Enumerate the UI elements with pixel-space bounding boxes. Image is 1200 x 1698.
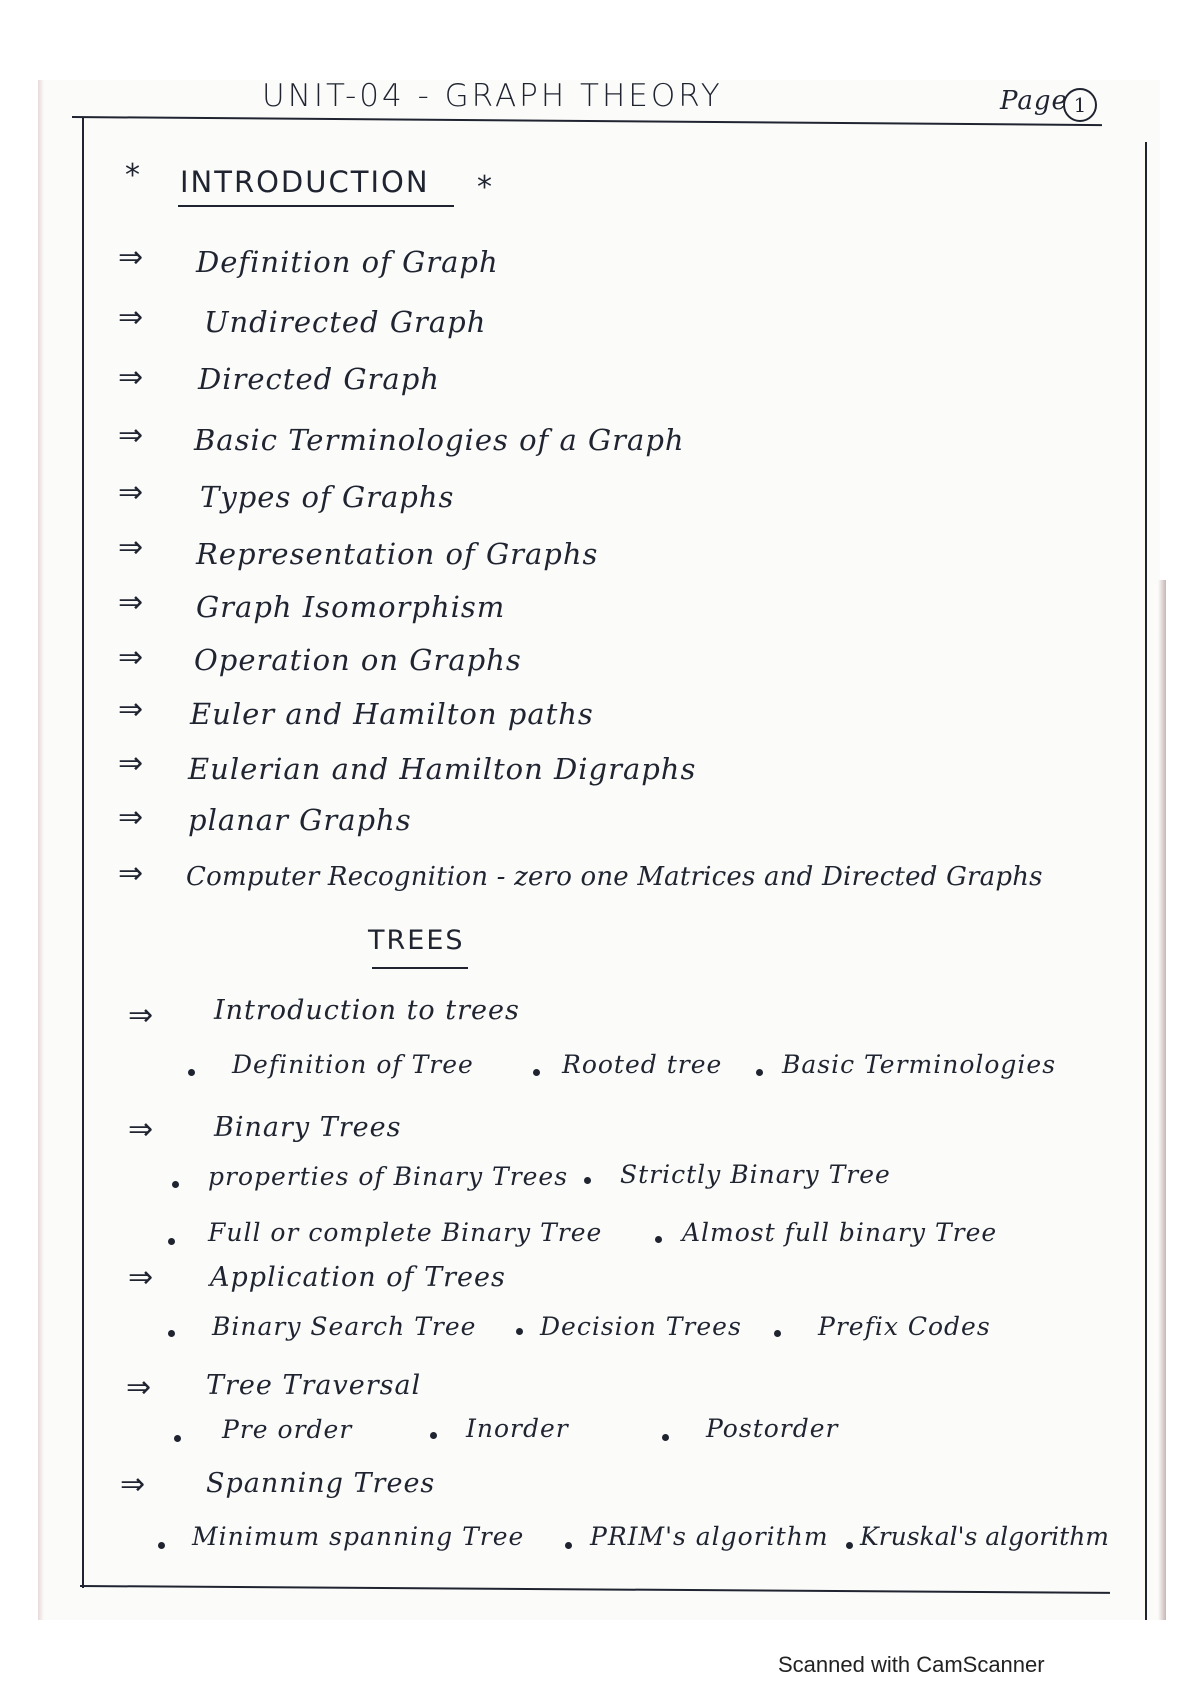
introduction-heading: INTRODUCTION <box>180 165 430 199</box>
bullet-icon <box>655 1236 662 1243</box>
intro-item-11: planar Graphs <box>188 803 412 837</box>
sub-prefix-codes: Prefix Codes <box>818 1312 991 1341</box>
trees-group-tree-traversal: Tree Traversal <box>206 1370 422 1401</box>
sub-postorder: Postorder <box>706 1414 839 1443</box>
intro-item-12: Computer Recognition - zero one Matrices and Directed Graphs <box>186 862 1043 892</box>
intro-item-7: Graph Isomorphism <box>196 590 506 624</box>
intro-item-6: Representation of Graphs <box>196 537 599 571</box>
trees-group-introduction: Introduction to trees <box>214 995 520 1026</box>
intro-item-8: Operation on Graphs <box>194 643 522 677</box>
intro-item-2: Undirected Graph <box>204 305 487 339</box>
arrow-icon: ⇒ <box>128 998 154 1033</box>
sub-binary-search-tree: Binary Search Tree <box>212 1312 477 1341</box>
bullet-icon <box>168 1330 175 1337</box>
sub-kruskals-algorithm: Kruskal's algorithm <box>860 1522 1110 1551</box>
intro-item-5: Types of Graphs <box>200 480 455 514</box>
intro-item-10: Eulerian and Hamilton Digraphs <box>188 752 697 786</box>
frame-right-line <box>1145 142 1147 1620</box>
sub-inorder: Inorder <box>466 1414 569 1443</box>
page-edge-shadow-right <box>1158 580 1166 1620</box>
sub-full-or-complete-binary-tree: Full or complete Binary Tree <box>208 1218 603 1247</box>
bullet-icon <box>533 1069 540 1076</box>
arrow-icon: ⇒ <box>118 240 144 275</box>
bullet-icon <box>188 1069 195 1076</box>
sub-strictly-binary-tree: Strictly Binary Tree <box>620 1160 891 1189</box>
arrow-icon: ⇒ <box>128 1112 154 1147</box>
arrow-icon: ⇒ <box>118 640 144 675</box>
bullet-icon <box>584 1177 591 1184</box>
sub-almost-full-binary-tree: Almost full binary Tree <box>682 1218 998 1247</box>
intro-item-3: Directed Graph <box>198 362 440 396</box>
bullet-icon <box>565 1542 572 1549</box>
star-left: * <box>125 158 141 193</box>
arrow-icon: ⇒ <box>118 585 144 620</box>
sub-decision-trees: Decision Trees <box>540 1312 742 1341</box>
page-edge-shadow-left <box>38 80 44 1620</box>
intro-item-1: Definition of Graph <box>196 245 499 279</box>
bullet-icon <box>756 1069 763 1076</box>
bullet-icon <box>174 1435 181 1442</box>
bullet-icon <box>662 1434 669 1441</box>
camscanner-watermark: Scanned with CamScanner <box>778 1652 1045 1677</box>
page-number: 1 <box>1063 88 1097 122</box>
trees-group-application-of-trees: Application of Trees <box>210 1262 506 1293</box>
bullet-icon <box>430 1432 437 1439</box>
arrow-icon: ⇒ <box>118 692 144 727</box>
bullet-icon <box>158 1542 165 1549</box>
sub-properties-of-binary-trees: properties of Binary Trees <box>208 1162 569 1191</box>
trees-heading: TREES <box>368 925 465 956</box>
arrow-icon: ⇒ <box>118 530 144 565</box>
arrow-icon: ⇒ <box>118 300 144 335</box>
sub-definition-of-tree: Definition of Tree <box>232 1050 474 1079</box>
introduction-underline <box>178 205 454 207</box>
star-right: * <box>477 170 493 205</box>
intro-item-9: Euler and Hamilton paths <box>190 697 594 731</box>
arrow-icon: ⇒ <box>128 1260 154 1295</box>
bullet-icon <box>846 1542 853 1549</box>
sub-pre-order: Pre order <box>222 1415 353 1444</box>
arrow-icon: ⇒ <box>118 746 144 781</box>
trees-group-binary-trees: Binary Trees <box>214 1112 402 1143</box>
page-label: Page <box>1000 86 1068 116</box>
unit-title: UNIT-04 - GRAPH THEORY <box>262 78 723 114</box>
arrow-icon: ⇒ <box>118 475 144 510</box>
arrow-icon: ⇒ <box>118 856 144 891</box>
arrow-icon: ⇒ <box>118 800 144 835</box>
bullet-icon <box>168 1238 175 1245</box>
sub-prims-algorithm: PRIM's algorithm <box>590 1522 829 1551</box>
bullet-icon <box>516 1328 523 1335</box>
arrow-icon: ⇒ <box>126 1370 152 1405</box>
sub-minimum-spanning-tree: Minimum spanning Tree <box>192 1522 525 1551</box>
sub-basic-terminologies: Basic Terminologies <box>782 1050 1057 1079</box>
arrow-icon: ⇒ <box>118 360 144 395</box>
intro-item-4: Basic Terminologies of a Graph <box>194 423 685 457</box>
trees-underline <box>372 967 468 969</box>
arrow-icon: ⇒ <box>120 1467 146 1502</box>
frame-left-line <box>82 118 84 1588</box>
bullet-icon <box>774 1330 781 1337</box>
trees-group-spanning-trees: Spanning Trees <box>206 1468 436 1499</box>
sub-rooted-tree: Rooted tree <box>562 1050 723 1079</box>
bullet-icon <box>172 1181 179 1188</box>
arrow-icon: ⇒ <box>118 418 144 453</box>
